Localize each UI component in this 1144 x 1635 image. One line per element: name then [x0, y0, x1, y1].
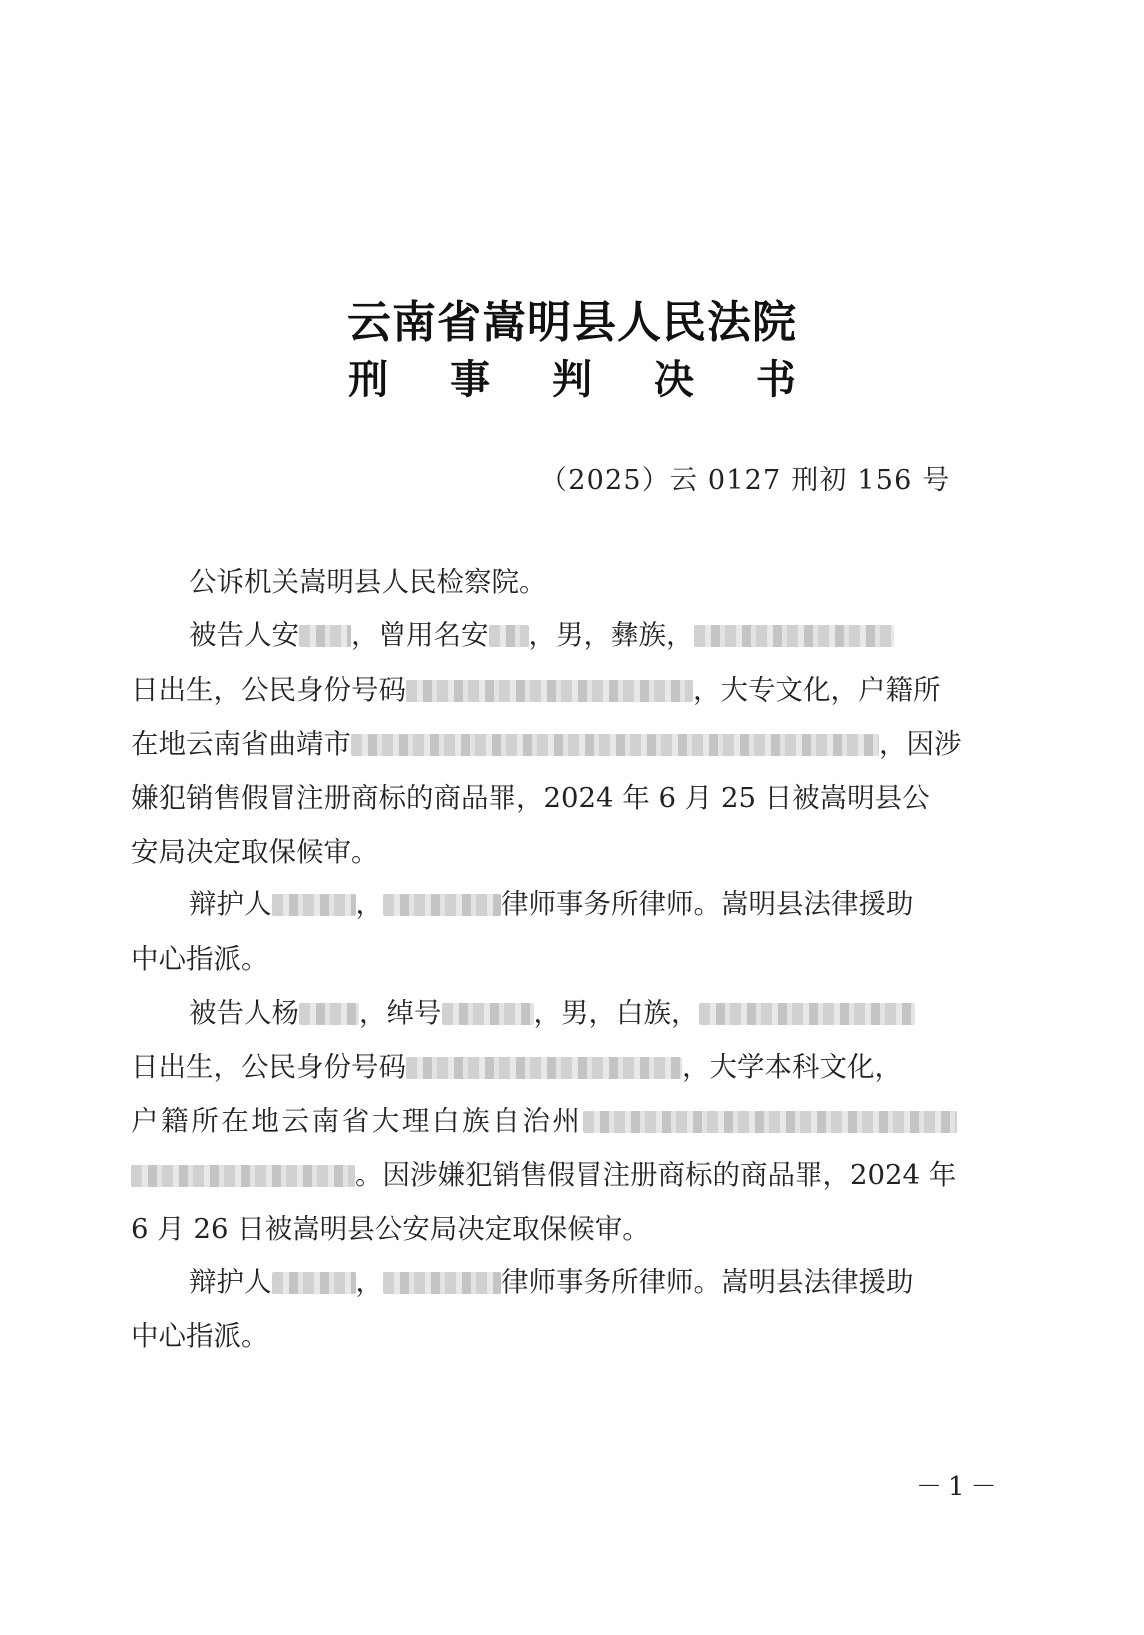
text-line: [189, 617, 894, 653]
text-fragment: 日出生，公民身份号码: [131, 1051, 406, 1083]
redacted-address: [131, 1165, 355, 1187]
text-line: [131, 1318, 269, 1354]
text-fragment: 辩护人: [189, 888, 272, 920]
text-fragment: 嫌犯销售假冒注册商标的商品罪，2024 年 6 月 25 日被嵩明县公: [131, 782, 930, 814]
page-number: －1－: [916, 1472, 1003, 1502]
redacted-birth-date: [699, 1003, 915, 1025]
text-line: [131, 726, 962, 762]
text-fragment: ，绰号: [359, 997, 442, 1029]
text-fragment: ，: [355, 888, 383, 920]
text-fragment: ，男，彝族，: [528, 619, 694, 651]
text-prosecutor: 公诉机关嵩明县人民检察院。: [189, 566, 547, 598]
text-fragment: 6 月 26 日被嵩明县公安局决定取保候审。: [131, 1213, 650, 1245]
text-fragment: 律师事务所律师。嵩明县法律援助: [501, 888, 914, 920]
text-line: [189, 995, 915, 1031]
redacted-nickname: [442, 1003, 534, 1025]
text-line: [131, 941, 269, 977]
text-fragment: 在地云南省曲靖市: [131, 728, 351, 760]
redacted-lawyer-name: [272, 894, 356, 916]
redacted-address: [583, 1111, 957, 1133]
redacted-name: [299, 1003, 359, 1025]
text-fragment: 。因涉嫌犯销售假冒注册商标的商品罪，2024 年: [355, 1159, 957, 1191]
redacted-lawyer-name: [272, 1272, 356, 1294]
redacted-birth-date: [694, 625, 894, 647]
text-line: [189, 1264, 914, 1300]
redacted-address: [351, 734, 879, 756]
text-fragment: 律师事务所律师。嵩明县法律援助: [501, 1266, 914, 1298]
text-fragment: 户籍所在地云南省大理白族自治州: [131, 1105, 583, 1137]
text-line: [131, 1157, 956, 1193]
redacted-law-firm: [383, 894, 501, 916]
text-fragment: ，曾用名安: [351, 619, 489, 651]
redacted-id-number: [406, 680, 693, 702]
redacted-id-number: [406, 1057, 682, 1079]
text-fragment: 被告人安: [189, 619, 299, 651]
redacted-law-firm: [383, 1272, 501, 1294]
text-fragment: 辩护人: [189, 1266, 272, 1298]
text-fragment: 安局决定取保候审。: [131, 836, 379, 868]
paragraph-prosecutor: [189, 564, 547, 600]
text-fragment: ，大学本科文化，: [682, 1051, 902, 1083]
text-fragment: ，大专文化，户籍所: [693, 674, 941, 706]
text-line: [131, 780, 930, 816]
text-line: [131, 834, 379, 870]
text-fragment: ，男，白族，: [533, 997, 699, 1029]
text-line: [131, 672, 941, 708]
text-line: [189, 886, 914, 922]
text-fragment: 日出生，公民身份号码: [131, 674, 406, 706]
text-fragment: ，因涉: [879, 728, 962, 760]
text-fragment: ，: [355, 1266, 383, 1298]
redacted-alias-name: [489, 625, 529, 647]
case-number: （2025）云 0127 刑初 156 号: [540, 465, 951, 496]
document-type-title: 刑 事 判 决 书: [348, 356, 820, 403]
text-line: [131, 1049, 902, 1085]
text-fragment: 被告人杨: [189, 997, 299, 1029]
text-fragment: 中心指派。: [131, 943, 269, 975]
text-line: [131, 1103, 957, 1139]
text-line: [131, 1211, 650, 1247]
text-fragment: 中心指派。: [131, 1320, 269, 1352]
court-title: 云南省嵩明县人民法院: [347, 297, 797, 348]
redacted-name: [299, 625, 351, 647]
